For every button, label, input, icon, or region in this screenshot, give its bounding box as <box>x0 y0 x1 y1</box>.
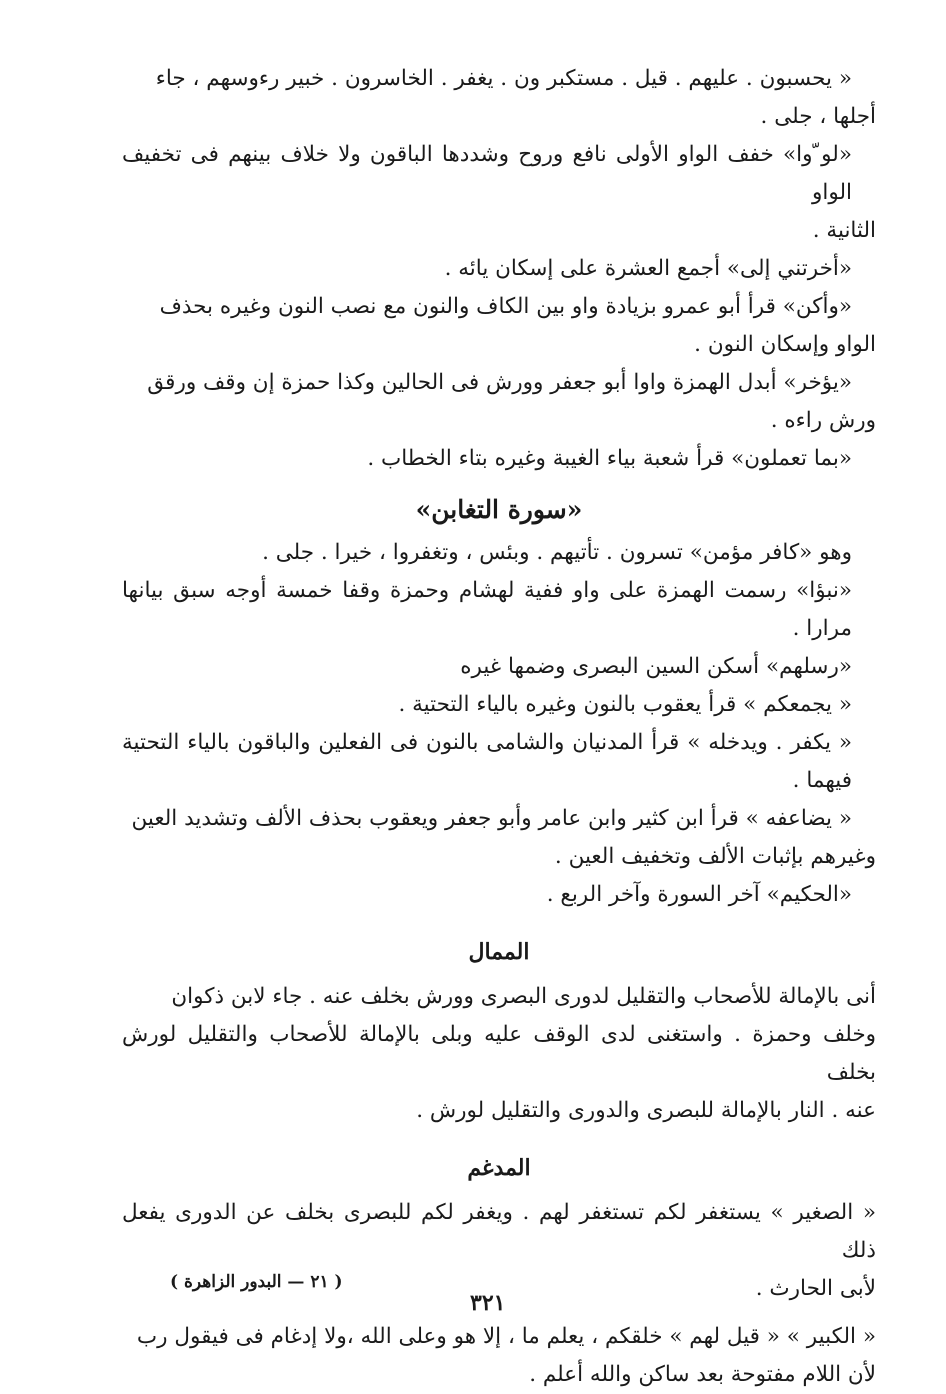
running-title: ( ٢١ — البدور الزاهرة ) <box>170 1272 343 1292</box>
text-line: «الحكيم» آخر السورة وآخر الربع . <box>546 882 852 907</box>
text-line: وهو «كافر مؤمن» تسرون . تأتيهم . وبئس ، وتغفروا ، خيرا . جلى . <box>262 540 852 565</box>
paragraph <box>122 440 876 478</box>
paragraph <box>122 800 876 876</box>
text-line: الواو وإسكان النون . <box>694 332 876 357</box>
paragraph <box>122 288 876 364</box>
paragraph <box>122 534 876 572</box>
paragraph <box>122 724 876 800</box>
text-line: «يؤخر» أبدل الهمزة واوا أبو جعفر وورش فى الحالين وكذا حمزة إن وقف ورقق <box>147 370 852 395</box>
text-line: وخلف وحمزة . واستغنى لدى الوقف عليه وبلى بالإمالة للأصحاب والتقليل لورش بخلف <box>122 1022 876 1085</box>
paragraph <box>122 876 876 914</box>
paragraph <box>122 60 876 136</box>
paragraph <box>122 136 876 250</box>
text-line: « يجمعكم » قرأ يعقوب بالنون وغيره بالياء التحتية . <box>398 692 852 717</box>
text-line: « الصغير » يستغفر لكم تستغفر لهم . ويغفر لكم للبصرى بخلف عن الدورى يفعل ذلك <box>122 1200 876 1263</box>
section-2 <box>122 534 876 914</box>
text-line: «أخرتني إلى» أجمع العشرة على إسكان يائه . <box>444 256 852 281</box>
text-line: «وأكن» قرأ أبو عمرو بزيادة واو بين الكاف والنون مع نصب النون وغيره بحذف <box>159 294 852 319</box>
text-line: « يضاعفه » قرأ ابن كثير وابن عامر وأبو جعفر ويعقوب بحذف الألف وتشديد العين <box>131 806 852 831</box>
page-number: ٣٢١ <box>470 1290 506 1316</box>
text-line: أنى بالإمالة للأصحاب والتقليل لدورى البصرى وورش بخلف عنه . جاء لابن ذكوان <box>171 984 876 1009</box>
text-line: « الكبير » « قيل لهم » خلقكم ، يعلم ما ، إلا هو وعلى الله ،ولا إدغام فى فيقول رب <box>136 1324 876 1349</box>
text-line: «نبؤا» رسمت الهمزة على واو ففية لهشام وحمزة وقفا خمسة أوجه سبق بيانها مرارا . <box>122 578 852 641</box>
text-line: «لو ّوا» خفف الواو الأولى نافع وروح وشددها الباقون ولا خلاف بينهم فى تخفيف الواو <box>122 142 852 205</box>
section-3 <box>122 978 876 1130</box>
paragraph <box>122 1318 876 1394</box>
text-line: وغيرهم بإثبات الألف وتخفيف العين . <box>554 844 876 869</box>
paragraph <box>122 648 876 686</box>
section-1 <box>122 60 876 478</box>
text-line: ورش راءه . <box>770 408 876 433</box>
text-line: لأن اللام مفتوحة بعد ساكن والله أعلم . <box>529 1362 876 1387</box>
section-heading-mumal: الممال <box>468 939 530 965</box>
text-line: «رسلهم» أسكن السين البصرى وضمها غيره <box>460 654 852 679</box>
text-line: « يكفر . ويدخله » قرأ المدنيان والشامى بالنون فى الفعلين والباقون بالياء التحتية فيهما . <box>122 730 852 793</box>
text-line: « يحسبون . عليهم . قيل . مستكبر ون . يغفر . الخاسرون . خبير رءوسهم ، جاء <box>155 66 852 91</box>
paragraph <box>122 572 876 648</box>
paragraph <box>122 686 876 724</box>
paragraph <box>122 250 876 288</box>
text-line: عنه . النار بالإمالة للبصرى والدورى والتقليل لورش . <box>416 1098 876 1123</box>
text-line: الثانية . <box>812 218 876 243</box>
text-line: لأبى الحارث . <box>755 1276 876 1301</box>
text-line: «بما تعملون» قرأ شعبة بياء الغيبة وغيره بتاء الخطاب . <box>367 446 852 471</box>
page-footer <box>0 1270 946 1320</box>
paragraph <box>122 364 876 440</box>
text-line: أجلها ، جلى . <box>760 104 876 129</box>
surah-heading: «سورة التغابن» <box>415 495 583 524</box>
section-heading-mudgham: المدغم <box>467 1155 531 1181</box>
